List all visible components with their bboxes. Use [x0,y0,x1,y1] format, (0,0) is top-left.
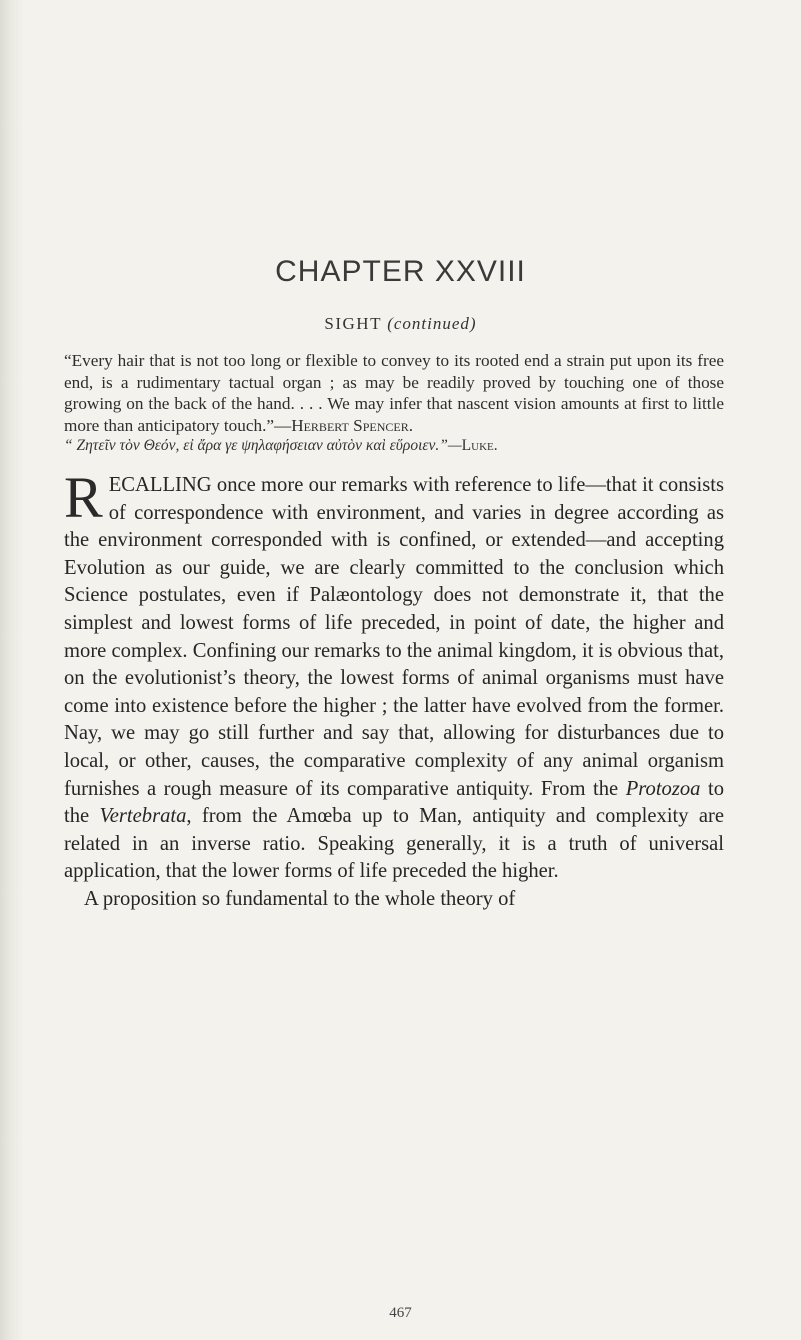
chapter-title: CHAPTER XXVIII [275,255,526,288]
epigraph-greek-text: “ Ζητεῖν τὸν Θεόν, εἰ ἄρα γε ψηλαφήσειαν αὐτὸν καὶ εὕροιεν.”— [64,437,462,454]
body-text [64,465,724,914]
section-note: (continued) [387,314,477,333]
paragraph-1-joiner: to the [64,777,724,828]
section-title [0,314,801,334]
paragraph-1 [64,465,724,886]
section-name: SIGHT [324,314,382,333]
paragraph-1-tail: , from the Amœba up to Man, antiquity and complexity are related in an inverse ratio. Speaking generally, it is a truth of universal application, that the lower forms of life preceded the higher. [64,805,724,883]
epigraph-spencer-text: “Every hair that is not too long or flexible to convey to its rooted end a strain put upon its free end, is a rudimentary tactual organ ; as may be readily proved by touching one of those growing on the back of the hand. . . . We may infer that nascent vision amounts at first to little more than anticipatory touch.”— [64,351,724,436]
drop-cap: R [64,465,103,530]
page-number: 467 [389,1305,412,1321]
paragraph-1-lead: ECALLING once more our remarks with reference to life—that it consists of correspondence with environment, and varies in degree according as the environment corresponded with is confined, or extended—and accepting Evolution as our guide, we are clearly committed to the conclusion which Science postulates, even if Palæontology does not demonstrate it, that the simplest and lowest forms of life preceded, in point of date, the higher and more complex. Confining our remarks to the animal kingdom, it is obvious that, on the evolutionist’s theory, the lowest forms of animal organisms must have come into existence before the higher ; the latter have evolved from the former. Nay, we may go still further and say that, allowing for disturbances due to local, or other, causes, the comparative complexity of any animal organism furnishes a rough measure of its comparative antiquity. From the [64,474,724,800]
term-vertebrata: Vertebrata [99,805,187,828]
epigraph-spencer [64,350,724,437]
epigraph-spencer-author: Herbert Spencer. [291,416,414,436]
term-protozoa: Protozoa [625,777,701,800]
epigraph-luke-author: Luke. [461,437,498,454]
paragraph-2: A proposition so fundamental to the whole theory of [84,887,516,910]
epigraph-luke [64,435,724,456]
